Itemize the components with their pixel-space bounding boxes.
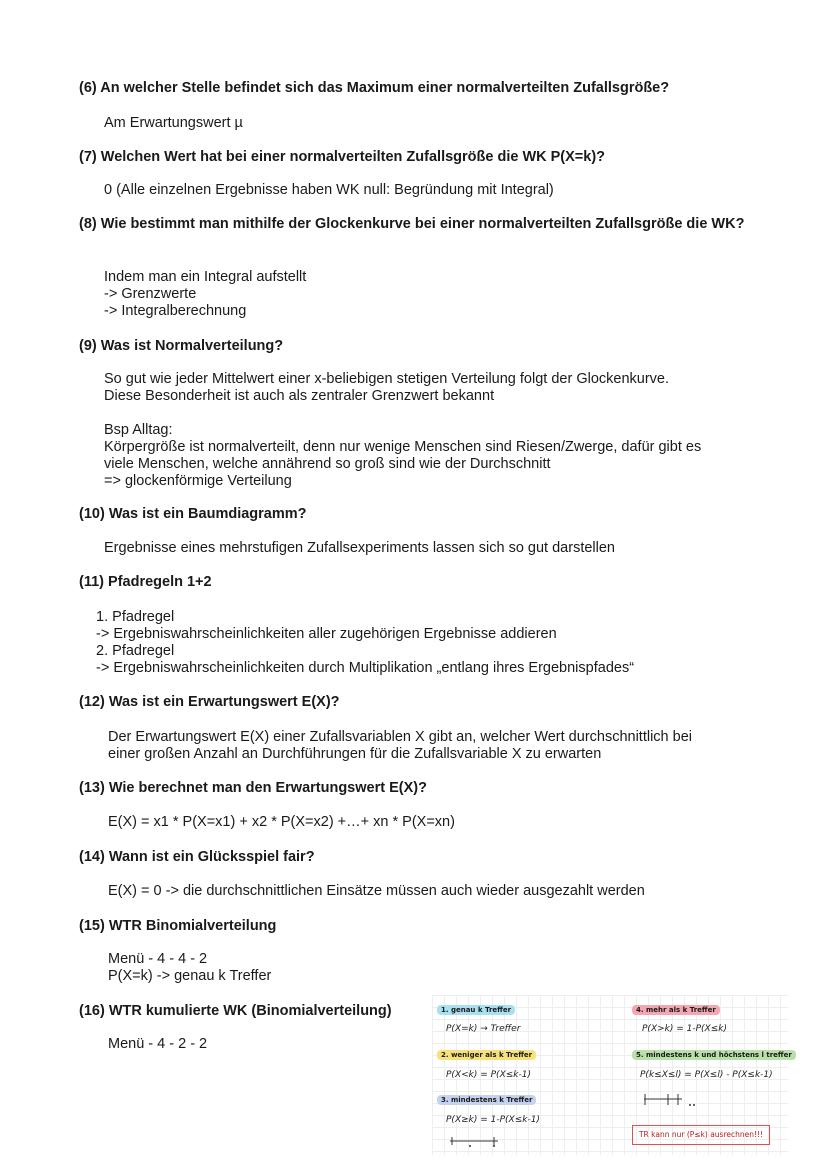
question-number: (9)	[79, 338, 97, 354]
note-formula-weniger: P(X<k) = P(X≤k-1)	[446, 1070, 531, 1080]
question-number: (16)	[79, 1003, 105, 1019]
question-7	[79, 149, 769, 166]
answer-16: Menü - 4 - 2 - 2	[108, 1036, 208, 1052]
answer-12: Der Erwartungswert E(X) einer Zufallsvariablen X gibt an, welcher Wert durchschnittlich bei einer großen Anzahl an Durchführungen für die Zufallsvariable X zu erwarten	[108, 729, 693, 762]
note-formula-mehr: P(X>k) = 1-P(X≤k)	[642, 1024, 727, 1034]
question-15	[79, 918, 769, 935]
note-tag-zwischen: 5. mindestens k und höchstens l treffer	[632, 1050, 796, 1060]
number-line-sketch-icon	[448, 1135, 502, 1149]
answer-15: Menü - 4 - 4 - 2 P(X=k) -> genau k Treffer	[108, 951, 272, 984]
calculator-warning-box: TR kann nur (P≤k) ausrechnen!!!	[632, 1125, 770, 1145]
question-text: Was ist ein Baumdiagramm?	[108, 506, 307, 522]
note-tag-mehr: 4. mehr als k Treffer	[632, 1005, 720, 1015]
answer-7: 0 (Alle einzelnen Ergebnisse haben WK null: Begründung mit Integral)	[104, 182, 554, 198]
answer-13: E(X) = x1 * P(X=x1) + x2 * P(X=x2) +…+ xn * P(X=xn)	[108, 814, 455, 830]
note-tag-genau: 1. genau k Treffer	[437, 1005, 515, 1015]
question-text: WTR Binomialverteilung	[108, 918, 277, 934]
answer-6: Am Erwartungswert µ	[104, 115, 243, 131]
question-14	[79, 849, 769, 866]
note-tag-weniger: 2. weniger als k Treffer	[437, 1050, 536, 1060]
handwritten-notes-image	[432, 995, 792, 1155]
question-text: Welchen Wert hat bei einer normalverteilten Zufallsgröße die WK P(X=k)?	[100, 149, 606, 165]
question-8	[79, 216, 759, 233]
question-9	[79, 338, 769, 355]
answer-10: Ergebnisse eines mehrstufigen Zufallsexperiments lassen sich so gut darstellen	[104, 540, 615, 556]
question-number: (8)	[79, 216, 97, 232]
note-tag-mindestens: 3. mindestens k Treffer	[437, 1095, 536, 1105]
interval-sketch-icon	[642, 1091, 702, 1109]
note-formula-mindestens: P(X≥k) = 1-P(X≤k-1)	[446, 1115, 540, 1125]
question-text: Pfadregeln 1+2	[108, 574, 212, 590]
answer-14: E(X) = 0 -> die durchschnittlichen Einsätze müssen auch wieder ausgezahlt werden	[108, 883, 645, 899]
question-number: (6)	[79, 80, 97, 96]
question-text: An welcher Stelle befindet sich das Maximum einer normalverteilten Zufallsgröße?	[100, 80, 670, 96]
question-number: (15)	[79, 918, 105, 934]
question-number: (12)	[79, 694, 105, 710]
question-10	[79, 506, 769, 523]
note-formula-genau: P(X=k) → Treffer	[446, 1024, 521, 1034]
question-number: (11)	[79, 574, 104, 590]
question-number: (7)	[79, 149, 97, 165]
question-text: Wie bestimmt man mithilfe der Glockenkurve bei einer normalverteilten Zufallsgröße die WK?	[100, 216, 745, 232]
question-number: (13)	[79, 780, 105, 796]
question-text: Wann ist ein Glücksspiel fair?	[108, 849, 315, 865]
question-number: (10)	[79, 506, 105, 522]
question-12	[79, 694, 769, 711]
question-text: Wie berechnet man den Erwartungswert E(X)?	[108, 780, 427, 796]
question-text: Was ist Normalverteilung?	[100, 338, 284, 354]
answer-11: 1. Pfadregel -> Ergebniswahrscheinlichkeiten aller zugehörigen Ergebnisse addieren 2. Pfadregel -> Ergebniswahrscheinlichkeiten durch Multiplikation „entlang ihres Ergebnispfades“	[96, 609, 635, 676]
question-11	[79, 574, 769, 591]
question-16	[79, 1003, 419, 1020]
note-formula-zwischen: P(k≤X≤l) = P(X≤l) - P(X≤k-1)	[640, 1070, 773, 1080]
answer-8: Indem man ein Integral aufstellt -> Grenzwerte -> Integralberechnung	[104, 269, 307, 319]
answer-9: So gut wie jeder Mittelwert einer x-beliebigen stetigen Verteilung folgt der Glockenkurve. Diese Besonderheit ist auch als zentraler Grenzwert bekannt Bsp Alltag: Körpergröße ist normalverteilt, denn nur wenige Menschen sind Riesen/Zwerge, dafür gibt es viele Menschen, welche annährend so groß sind wie der Durchschnitt => glockenförmige Verteilung	[104, 371, 702, 489]
question-6	[79, 80, 769, 97]
question-text: WTR kumulierte WK (Binomialverteilung)	[108, 1003, 392, 1019]
question-13	[79, 780, 769, 797]
question-number: (14)	[79, 849, 105, 865]
question-text: Was ist ein Erwartungswert E(X)?	[108, 694, 340, 710]
